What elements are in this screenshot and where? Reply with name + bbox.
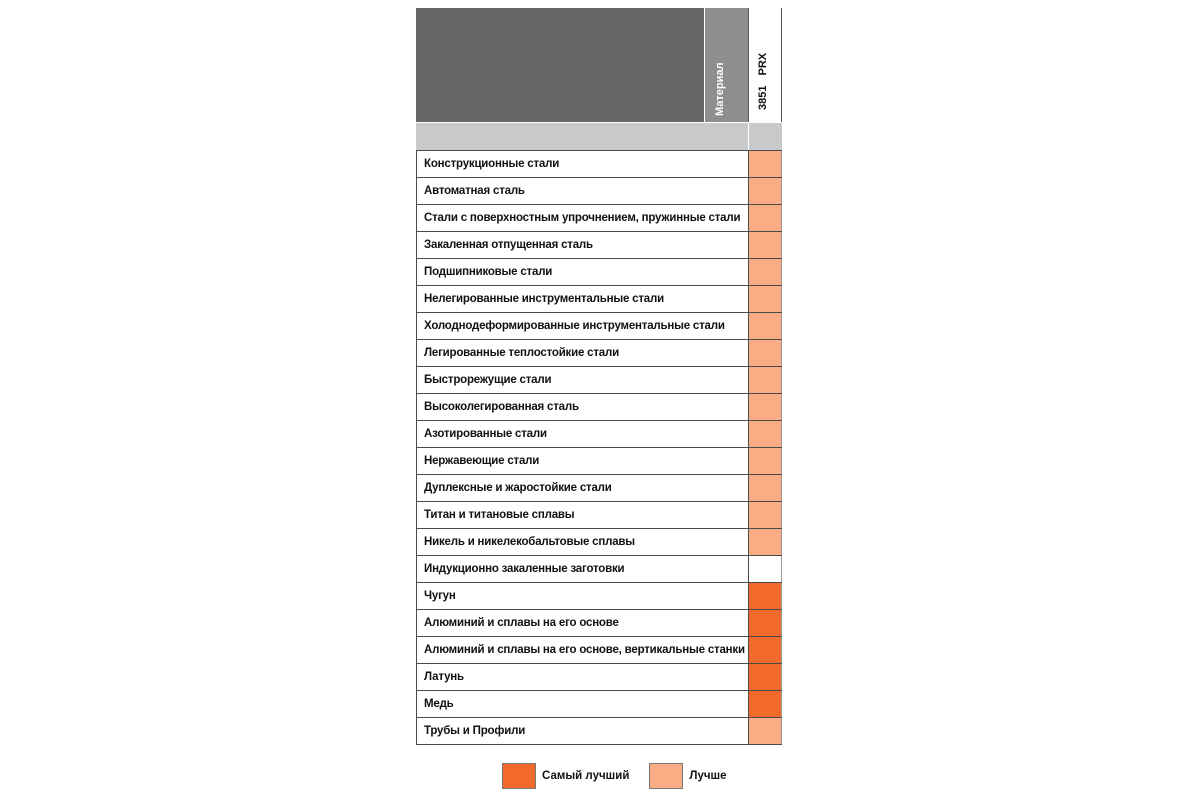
material-name: Легированные теплостойкие стали [424,347,619,359]
rating-cell-better [748,475,782,501]
material-name: Медь [424,698,454,710]
header-spacer-row [416,122,782,150]
table-row [416,501,782,528]
rating-cell-better [748,718,782,744]
rating-cell-best [748,664,782,690]
table-row [416,393,782,420]
legend-better-label: Лучше [689,770,727,782]
material-rows [416,150,782,745]
table-row [416,204,782,231]
material-name: Холоднодеформированные инструментальные стали [424,320,725,332]
header-product-column [748,8,782,122]
material-name: Высоколегированная сталь [424,401,579,413]
rating-cell-better [748,394,782,420]
material-name: Нелегированные инструментальные стали [424,293,664,305]
table-row [416,420,782,447]
table-row [416,447,782,474]
table-row [416,690,782,717]
rating-cell-better [748,232,782,258]
rating-cell-better [748,313,782,339]
material-name: Чугун [424,590,456,602]
table-row [416,609,782,636]
legend [502,763,747,789]
rating-cell-best [748,583,782,609]
table-row [416,474,782,501]
table-row [416,528,782,555]
rating-cell-better [748,448,782,474]
rating-cell-best [748,637,782,663]
table-row [416,231,782,258]
material-name: Быстрорежущие стали [424,374,552,386]
material-name: Дуплексные и жаростойкие стали [424,482,612,494]
table-row [416,636,782,663]
product-name: PRX [757,52,769,76]
material-name: Стали с поверхностным упрочнением, пружинные стали [424,212,741,224]
legend-best-swatch [502,763,536,789]
rating-cell-better [748,151,782,177]
material-name: Алюминий и сплавы на его основе, вертикальные станки [424,644,745,656]
rating-cell-best [748,691,782,717]
material-name: Конструкционные стали [424,158,560,170]
table-row [416,258,782,285]
material-name: Закаленная отпущенная сталь [424,239,593,251]
table-row [416,717,782,745]
table-row [416,366,782,393]
rating-cell-better [748,340,782,366]
rating-cell-best [748,610,782,636]
table-row [416,150,782,177]
material-name: Индукционно закаленные заготовки [424,563,625,575]
table-row [416,312,782,339]
legend-best-label: Самый лучший [542,770,630,782]
rating-cell-better [748,259,782,285]
rating-cell-none [748,556,782,582]
table-row [416,339,782,366]
rating-cell-better [748,178,782,204]
material-name: Автоматная сталь [424,185,525,197]
rating-cell-better [748,205,782,231]
material-name: Титан и титановые сплавы [424,509,575,521]
table-row [416,582,782,609]
material-suitability-table [416,8,782,745]
product-code: 3851 [757,85,769,110]
table-row [416,177,782,204]
material-name: Подшипниковые стали [424,266,553,278]
rating-cell-better [748,286,782,312]
table-header [416,8,782,122]
material-name: Латунь [424,671,464,683]
table-row [416,555,782,582]
header-material-column [704,8,748,122]
material-name: Никель и никелекобальтовые сплавы [424,536,635,548]
material-name: Алюминий и сплавы на его основе [424,617,619,629]
rating-cell-better [748,529,782,555]
table-row [416,663,782,690]
material-name: Трубы и Профили [424,725,526,737]
rating-cell-better [748,421,782,447]
header-blank-block [416,8,704,122]
material-header-label: Материал [714,62,726,116]
material-name: Азотированные стали [424,428,547,440]
rating-cell-better [748,502,782,528]
rating-cell-better [748,367,782,393]
product-header-label [757,53,769,110]
legend-better-swatch [649,763,683,789]
table-row [416,285,782,312]
material-name: Нержавеющие стали [424,455,540,467]
